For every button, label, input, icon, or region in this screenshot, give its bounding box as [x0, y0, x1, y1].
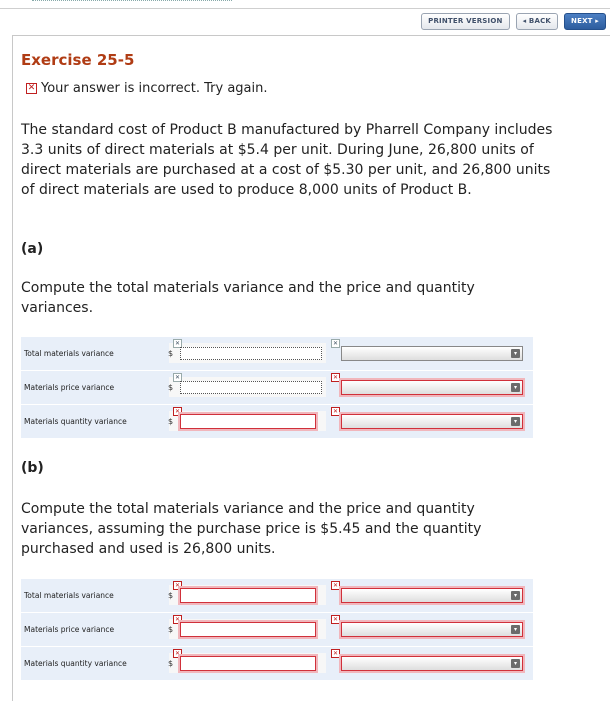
- favorable-unfavorable-select[interactable]: [341, 656, 523, 671]
- chevron-down-icon[interactable]: ▾: [511, 591, 520, 600]
- amount-input[interactable]: [180, 347, 322, 360]
- back-button[interactable]: ◂ BACK: [516, 13, 558, 30]
- favorable-unfavorable-select[interactable]: [341, 380, 523, 395]
- problem-statement: The standard cost of Product B manufactured by Pharrell Company includes 3.3 units of direct materials at $5.4 per unit. During June, 26,800 units of direct materials are purchased at a cost of $5.30 per unit, and 26,800 units of direct materials are used to produce 8,000 units of Product B.: [21, 122, 553, 198]
- favorable-unfavorable-select[interactable]: [341, 622, 523, 637]
- top-dotted-line: [32, 0, 232, 4]
- select-status-icon: ✕: [332, 582, 339, 589]
- feedback-message: [26, 81, 268, 96]
- table-row: [21, 370, 533, 404]
- status-mark-icon: ✕: [174, 374, 181, 381]
- currency-symbol: $: [168, 349, 174, 358]
- favorable-unfavorable-select[interactable]: [341, 414, 523, 429]
- amount-input[interactable]: [180, 622, 316, 637]
- select-status-icon: ✕: [332, 408, 339, 415]
- next-button[interactable]: NEXT ▸: [564, 13, 606, 30]
- currency-symbol: $: [168, 383, 174, 392]
- feedback-text: Your answer is incorrect. Try again.: [41, 81, 268, 96]
- incorrect-icon: ✕: [27, 83, 36, 93]
- chevron-down-icon[interactable]: ▾: [511, 383, 520, 392]
- part-a-instruction: Compute the total materials variance and the price and quantity variances.: [21, 280, 475, 316]
- chevron-down-icon[interactable]: ▾: [511, 417, 520, 426]
- status-mark-icon: ✕: [174, 340, 181, 347]
- amount-input[interactable]: [180, 414, 316, 429]
- chevron-down-icon[interactable]: ▾: [511, 659, 520, 668]
- part-b-table: [21, 579, 533, 680]
- table-row: [21, 612, 533, 646]
- currency-symbol: $: [168, 417, 174, 426]
- select-status-icon: ✕: [332, 650, 339, 657]
- currency-symbol: $: [168, 625, 174, 634]
- row-label: Materials quantity variance: [24, 417, 127, 426]
- chevron-down-icon[interactable]: ▾: [511, 625, 520, 634]
- part-b-label: (b): [21, 460, 44, 476]
- status-mark-icon: ✕: [174, 582, 181, 589]
- amount-input[interactable]: [180, 588, 316, 603]
- table-row: [21, 646, 533, 680]
- exercise-panel: [12, 35, 610, 701]
- currency-symbol: $: [168, 591, 174, 600]
- table-row: [21, 337, 533, 370]
- select-status-icon: ✕: [332, 340, 339, 347]
- top-strip: [0, 0, 610, 6]
- amount-input[interactable]: [180, 656, 316, 671]
- row-label: Materials quantity variance: [24, 659, 127, 668]
- part-a-table: [21, 337, 533, 438]
- favorable-unfavorable-select[interactable]: [341, 346, 523, 361]
- currency-symbol: $: [168, 659, 174, 668]
- table-row: [21, 404, 533, 438]
- select-status-icon: ✕: [332, 374, 339, 381]
- top-divider: [0, 8, 610, 9]
- status-mark-icon: ✕: [174, 408, 181, 415]
- part-b-instruction: Compute the total materials variance and the price and quantity variances, assuming the purchase price is $5.45 and the quantity purchased and used is 26,800 units.: [21, 501, 482, 557]
- table-row: [21, 579, 533, 612]
- exercise-title: Exercise 25-5: [21, 51, 135, 69]
- row-label: Materials price variance: [24, 625, 115, 634]
- status-mark-icon: ✕: [174, 650, 181, 657]
- favorable-unfavorable-select[interactable]: [341, 588, 523, 603]
- chevron-down-icon[interactable]: ▾: [511, 349, 520, 358]
- row-label: Total materials variance: [24, 349, 114, 358]
- printer-version-button[interactable]: PRINTER VERSION: [421, 13, 509, 30]
- row-label: Total materials variance: [24, 591, 114, 600]
- status-mark-icon: ✕: [174, 616, 181, 623]
- row-label: Materials price variance: [24, 383, 115, 392]
- part-a-label: (a): [21, 241, 44, 257]
- select-status-icon: ✕: [332, 616, 339, 623]
- nav-bar: [421, 13, 606, 29]
- amount-input[interactable]: [180, 381, 322, 394]
